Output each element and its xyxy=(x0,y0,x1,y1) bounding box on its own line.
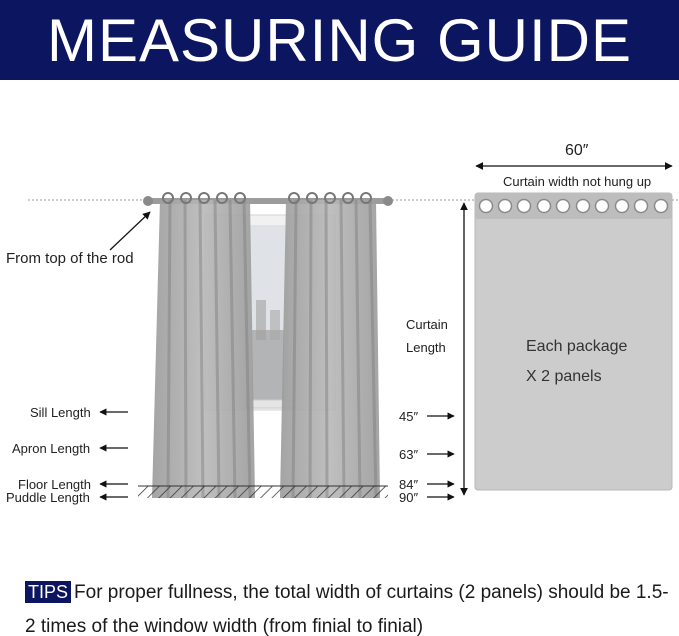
panel-width-note: Curtain width not hung up xyxy=(503,174,652,189)
rod-pointer-arrow xyxy=(110,212,150,250)
package-line-1: Each package xyxy=(526,338,628,355)
length-45-label: 45″ xyxy=(399,409,419,424)
puddle-length-label: Puddle Length xyxy=(6,490,90,505)
length-90-label: 90″ xyxy=(399,490,419,505)
floor xyxy=(138,486,388,498)
curtain-label: Curtain xyxy=(406,317,448,332)
length-63-label: 63″ xyxy=(399,447,419,462)
length-84-label: 84″ xyxy=(399,477,419,492)
floor-length-label: Floor Length xyxy=(18,477,91,492)
page-title: MEASURING GUIDE xyxy=(46,6,633,74)
package-line-2: X 2 panels xyxy=(526,368,602,385)
length-label: Length xyxy=(406,340,446,355)
tips-badge: TIPS xyxy=(25,581,71,603)
rod-label: From top of the rod xyxy=(6,250,134,267)
sill-length-label: Sill Length xyxy=(30,405,91,420)
tips-text: For proper fullness, the total width of curtains (2 panels) should be 1.5-2 times of the window width (from finial to finial) xyxy=(25,582,669,636)
right-curtain xyxy=(280,193,380,498)
left-curtain xyxy=(152,193,255,498)
apron-length-label: Apron Length xyxy=(12,441,91,456)
tips-text-block xyxy=(25,576,675,636)
panel-width-label: 60″ xyxy=(565,142,589,159)
